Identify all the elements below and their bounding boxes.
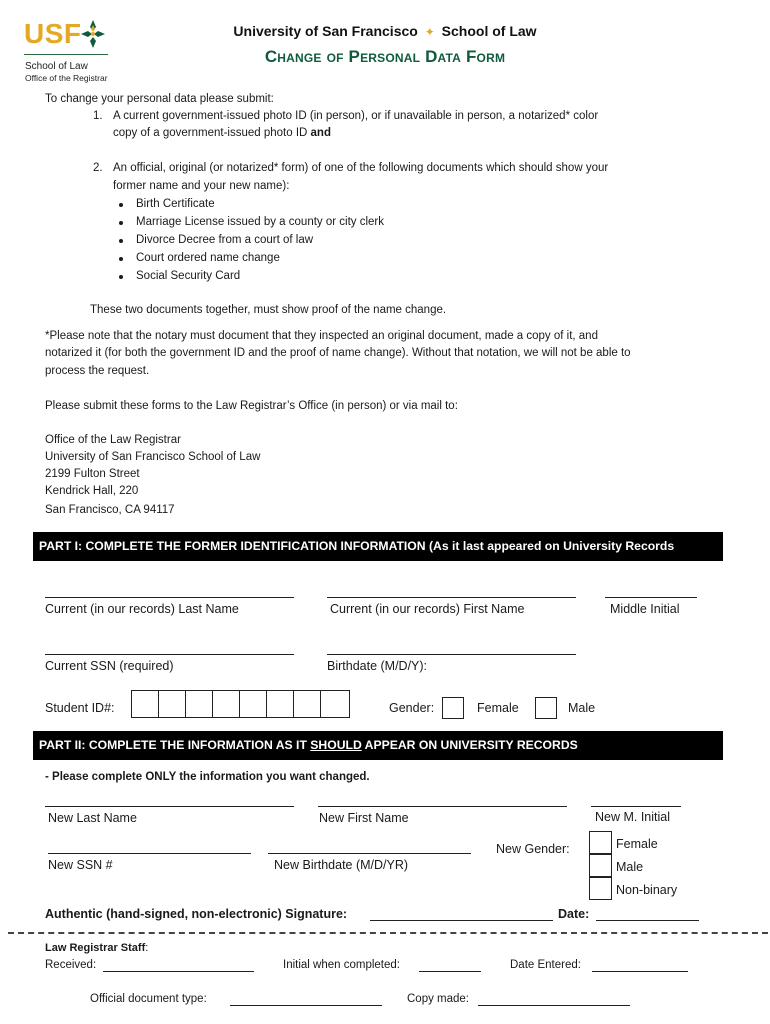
last-name-input[interactable] <box>45 597 294 598</box>
birthdate-label: Birthdate (M/D/Y): <box>327 659 428 673</box>
student-id-digit-box[interactable] <box>240 690 267 718</box>
document-item: Divorce Decree from a court of law <box>136 234 314 246</box>
copy-made-input[interactable] <box>478 1005 630 1006</box>
student-id-digit-box[interactable] <box>159 690 186 718</box>
initial-completed-label: Initial when completed: <box>283 959 400 971</box>
notary-note-line3: process the request. <box>45 365 150 377</box>
copy-made-label: Copy made: <box>407 993 470 1005</box>
official-document-input[interactable] <box>230 1005 382 1006</box>
gender-male-checkbox[interactable] <box>535 697 557 719</box>
part1-heading-bar <box>33 532 723 561</box>
new-first-name-input[interactable] <box>318 806 567 807</box>
item2-number: 2. <box>93 162 103 174</box>
student-id-digit-box[interactable] <box>294 690 321 718</box>
new-gender-female-checkbox[interactable] <box>589 831 612 854</box>
bullet-icon <box>119 221 123 225</box>
date-entered-input[interactable] <box>592 971 688 972</box>
part2-note: - Please complete ONLY the information you want changed. <box>45 771 370 783</box>
university-header <box>0 24 770 38</box>
date-entered-label: Date Entered: <box>510 959 581 971</box>
birthdate-input-line[interactable] <box>327 654 576 655</box>
item2-line1: An official, original (or notarized* form) of one of the following documents which should show your <box>113 162 609 174</box>
student-id-digit-box[interactable] <box>186 690 213 718</box>
item1-line2 <box>113 128 331 140</box>
part2-heading-start: PART II: COMPLETE THE INFORMATION AS IT <box>39 738 311 753</box>
instructions-intro: To change your personal data please submit: <box>45 93 274 105</box>
received-label: Received: <box>45 959 97 971</box>
university-name: University of San Francisco <box>233 23 418 39</box>
bullet-icon <box>119 239 123 243</box>
signature-date-input[interactable] <box>596 920 699 921</box>
address-line: University of San Francisco School of Law <box>45 451 261 463</box>
item1-and: and <box>310 127 331 139</box>
bullet-icon <box>119 203 123 207</box>
notary-note-line1: *Please note that the notary must document that they inspected an original document, made a copy of it, and <box>45 330 598 342</box>
address-line: Office of the Law Registrar <box>45 434 181 446</box>
item1-number: 1. <box>93 110 103 122</box>
last-name-label: Current (in our records) Last Name <box>45 602 239 616</box>
document-item: Marriage License issued by a county or city clerk <box>136 216 384 228</box>
submit-instructions: Please submit these forms to the Law Registrar’s Office (in person) or via mail to: <box>45 400 458 412</box>
first-name-input[interactable] <box>327 597 576 598</box>
staff-title-text: Law Registrar Staff <box>45 942 146 954</box>
gender-female-label: Female <box>477 701 519 715</box>
item2-line2: former name and your new name): <box>113 180 290 192</box>
new-middle-initial-input[interactable] <box>591 806 681 807</box>
signature-label: Authentic (hand-signed, non-electronic) Signature: <box>45 907 348 921</box>
notary-note-line2: notarized it (for both the government ID and the proof of name change). Without that notation, we will not be able to <box>45 347 631 359</box>
part2-heading-end: APPEAR ON UNIVERSITY RECORDS <box>361 738 578 753</box>
proof-statement: These two documents together, must show proof of the name change. <box>90 304 447 316</box>
received-input[interactable] <box>103 971 254 972</box>
new-gender-female-label: Female <box>616 837 658 851</box>
school-name: School of Law <box>441 23 537 39</box>
document-item: Court ordered name change <box>136 252 280 264</box>
first-name-label: Current (in our records) First Name <box>330 602 525 616</box>
address-line: San Francisco, CA 94117 <box>45 504 175 516</box>
address-line: Kendrick Hall, 220 <box>45 485 139 497</box>
official-document-label: Official document type: <box>90 993 207 1005</box>
bullet-icon <box>119 275 123 279</box>
gender-label: Gender: <box>389 701 435 715</box>
cross-separator-icon: ✦ <box>424 25 435 39</box>
logo-school-name: School of Law <box>25 61 88 72</box>
part1-heading: PART I: COMPLETE THE FORMER IDENTIFICATION INFORMATION (As it last appeared on University Records <box>39 539 675 554</box>
gender-female-checkbox[interactable] <box>442 697 464 719</box>
new-gender-nonbinary-label: Non-binary <box>616 883 678 897</box>
document-item: Social Security Card <box>136 270 241 282</box>
ssn-label: Current SSN (required) <box>45 659 174 673</box>
document-item: Birth Certificate <box>136 198 215 210</box>
student-id-digit-box[interactable] <box>213 690 240 718</box>
new-gender-nonbinary-checkbox[interactable] <box>589 877 612 900</box>
new-birthdate-label: New Birthdate (M/D/YR) <box>274 858 409 872</box>
new-ssn-input[interactable] <box>48 853 251 854</box>
bullet-icon <box>119 257 123 261</box>
student-id-digit-box[interactable] <box>131 690 159 718</box>
new-middle-initial-label: New M. Initial <box>595 810 671 824</box>
item1-line1: A current government-issued photo ID (in person), or if unavailable in person, a notarized* color <box>113 110 599 122</box>
new-ssn-label: New SSN # <box>48 858 113 872</box>
part2-heading-bar <box>33 731 723 760</box>
usf-logo-text: USF <box>24 18 82 49</box>
logo-office-name: Office of the Registrar <box>25 73 108 83</box>
new-last-name-label: New Last Name <box>48 811 137 825</box>
student-id-label: Student ID#: <box>45 701 115 715</box>
item1-line2-text: copy of a government-issued photo ID <box>113 127 311 139</box>
new-gender-male-checkbox[interactable] <box>589 854 612 877</box>
staff-section-divider <box>8 932 768 934</box>
initial-completed-input[interactable] <box>419 971 481 972</box>
ssn-input[interactable] <box>45 654 294 655</box>
middle-initial-label: Middle Initial <box>610 602 680 616</box>
staff-title-colon: : <box>145 942 149 954</box>
new-last-name-input[interactable] <box>45 806 294 807</box>
staff-title <box>45 943 148 954</box>
new-gender-male-label: Male <box>616 860 644 874</box>
new-first-name-label: New First Name <box>319 811 409 825</box>
gender-male-label: Male <box>568 701 596 715</box>
form-title: Change of Personal Data Form <box>264 47 506 66</box>
new-gender-label: New Gender: <box>496 842 570 856</box>
signature-input[interactable] <box>370 920 553 921</box>
address-line: 2199 Fulton Street <box>45 468 140 480</box>
student-id-digit-box[interactable] <box>267 690 294 718</box>
new-birthdate-input[interactable] <box>268 853 471 854</box>
middle-initial-input[interactable] <box>605 597 697 598</box>
student-id-digit-box[interactable] <box>321 690 350 718</box>
signature-date-label: Date: <box>558 907 590 921</box>
part2-heading-should: SHOULD <box>310 738 362 753</box>
